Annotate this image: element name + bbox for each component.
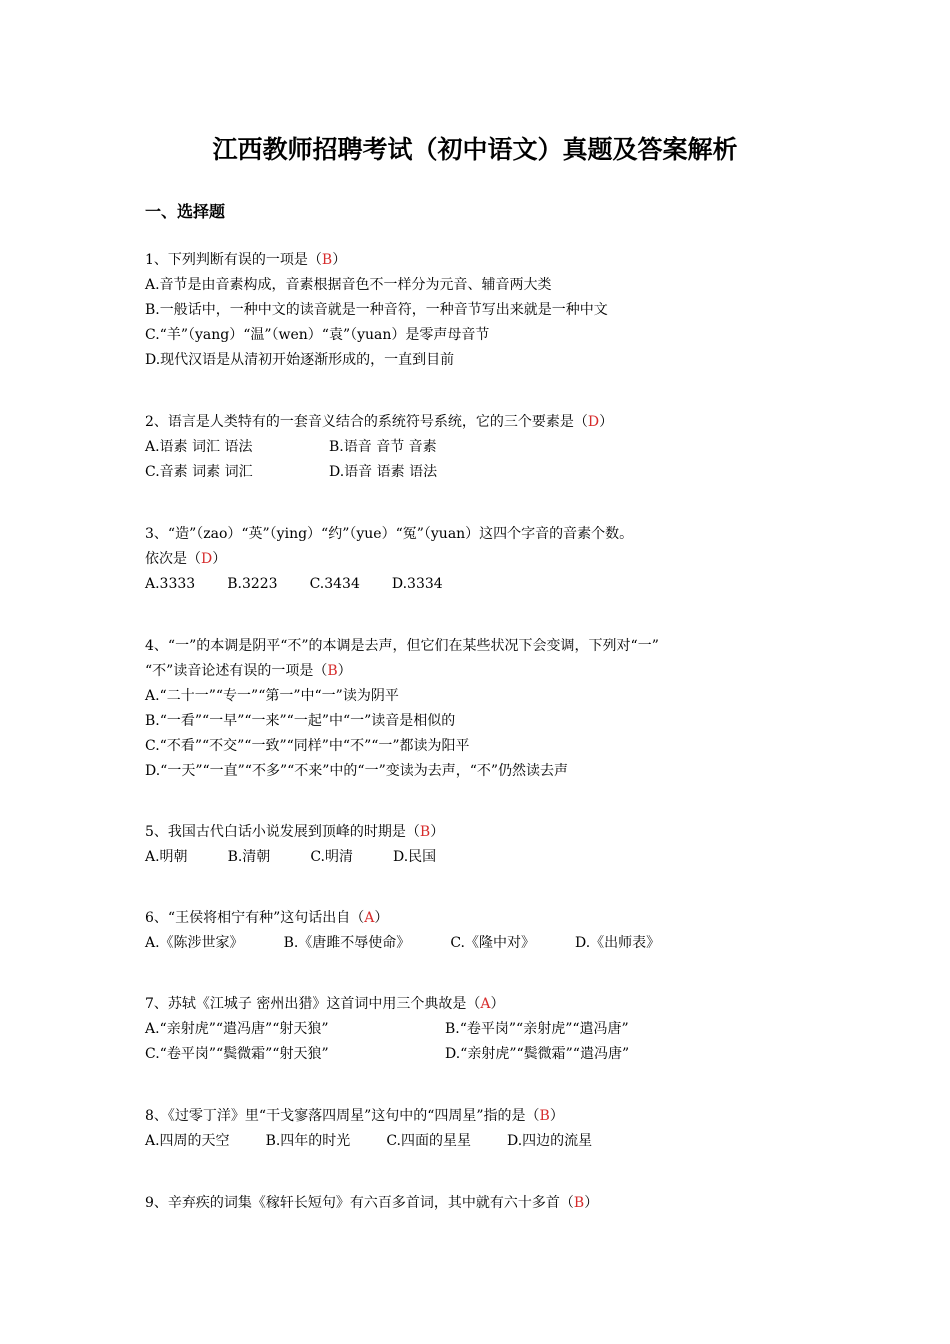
- answer-key: B: [419, 824, 431, 840]
- option-d: D.“亲射虎”“鬓微霜”“遣冯唐”: [445, 1046, 630, 1062]
- question-stem: 5、我国古代白话小说发展到顶峰的时期是（B）: [145, 824, 445, 840]
- option-c: C.“羊”（yang）“温”（wen）“袁”（yuan）是零声母音节: [145, 327, 490, 343]
- option-a: A.《陈涉世家》: [145, 935, 244, 951]
- question-7: [145, 992, 810, 1067]
- option-b: B.“卷平岗”“亲射虎”“遣冯唐”: [445, 1021, 629, 1037]
- option-c: C.“卷平岗”“鬓微霜”“射天狼”: [145, 1046, 329, 1062]
- option-b: B.“一看”“一早”“一来”“一起”中“一”读音是相似的: [145, 713, 456, 729]
- answer-key: A: [364, 910, 375, 926]
- answer-key: A: [480, 996, 491, 1012]
- answer-key: D: [201, 551, 213, 567]
- option-b: B.一般话中，一种中文的读音就是一种音符，一种音节写出来就是一种中文: [145, 302, 608, 318]
- option-b: B.3223: [227, 576, 278, 592]
- question-stem-line: 3、“造”（zao）“英”（ying）“约”（yue）“冤”（yuan）这四个字音的音素个数。: [145, 526, 634, 542]
- option-row: [145, 460, 810, 485]
- question-stem: 6、“王侯将相宁有种”这句话出自（A）: [145, 910, 389, 926]
- question-stem-line: 4、“一”的本调是阴平“不”的本调是去声，但它们在某些状况下会变调，下列对“一”: [145, 638, 659, 654]
- question-stem: 1、下列判断有误的一项是（B）: [145, 252, 347, 268]
- option-a: A.“亲射虎”“遣冯唐”“射天狼”: [145, 1021, 329, 1037]
- question-6: [145, 906, 810, 956]
- document-title: 江西教师招聘考试（初中语文）真题及答案解析: [212, 135, 738, 164]
- option-c: C.明清: [310, 849, 353, 865]
- question-stem: 2、语言是人类特有的一套音义结合的系统符号系统，它的三个要素是（D）: [145, 414, 614, 430]
- answer-key: B: [539, 1108, 550, 1124]
- section-heading: 一、选择题: [145, 202, 226, 221]
- option-c: C.“不看”“不交”“一致”“同样”中“不”“一”都读为阳平: [145, 738, 470, 754]
- option-a: A.“二十一”“专一”“第一”中“一”读为阴平: [145, 688, 399, 704]
- question-2: [145, 410, 810, 485]
- option-a: A.语素 词汇 语法: [145, 439, 253, 455]
- question-stem: 9、辛弃疾的词集《稼轩长短句》有六百多首词，其中就有六十多首（B）: [145, 1195, 599, 1211]
- option-c: C.四面的星星: [386, 1133, 471, 1149]
- question-1: [145, 248, 810, 373]
- question-9: [145, 1191, 810, 1216]
- option-a: A.3333: [145, 576, 196, 592]
- option-a: A.音节是由音素构成，音素根据音色不一样分为元音、辅音两大类: [145, 277, 552, 293]
- option-b: B.清朝: [227, 849, 271, 865]
- option-a: A.明朝: [145, 849, 188, 865]
- answer-key: B: [573, 1195, 585, 1211]
- question-3: [145, 522, 810, 597]
- question-5: [145, 820, 810, 870]
- option-d: D.民国: [392, 849, 437, 865]
- option-d: D.语音 语素 语法: [329, 464, 438, 480]
- option-row: [145, 1042, 810, 1067]
- option-c: C.3434: [309, 576, 360, 592]
- option-b: B.《唐雎不辱使命》: [283, 935, 411, 951]
- option-b: B.四年的时光: [265, 1133, 351, 1149]
- question-8: [145, 1104, 810, 1154]
- question-4: [145, 634, 810, 784]
- answer-key: B: [327, 663, 338, 679]
- option-row: [145, 845, 810, 870]
- option-row: [145, 931, 810, 956]
- option-row: [145, 1017, 810, 1042]
- option-row: [145, 1129, 810, 1154]
- option-c: C.音素 词素 词汇: [145, 464, 253, 480]
- option-d: D.《出师表》: [574, 935, 661, 951]
- option-d: D.3334: [391, 576, 443, 592]
- option-row: [145, 572, 810, 597]
- question-stem: “不”读音论述有误的一项是（B）: [145, 663, 352, 679]
- option-d: D.现代汉语是从清初开始逐渐形成的，一直到目前: [145, 352, 455, 368]
- option-d: D.四边的流星: [506, 1133, 593, 1149]
- question-stem: 8、《过零丁洋》里“干戈寥落四周星”这句中的“四周星”指的是（B）: [145, 1108, 564, 1124]
- question-stem: 依次是（D）: [145, 551, 227, 567]
- option-d: D.“一天”“一直”“不多”“不来”中的“一”变读为去声，“不”仍然读去声: [145, 763, 569, 779]
- answer-key: D: [587, 414, 600, 430]
- option-c: C.《隆中对》: [450, 935, 535, 951]
- option-b: B.语音 音节 音素: [329, 439, 437, 455]
- option-row: [145, 435, 810, 460]
- question-stem: 7、苏轼《江城子 密州出猎》这首词中用三个典故是（A）: [145, 996, 505, 1012]
- answer-key: B: [321, 252, 333, 268]
- option-a: A.四周的天空: [145, 1133, 230, 1149]
